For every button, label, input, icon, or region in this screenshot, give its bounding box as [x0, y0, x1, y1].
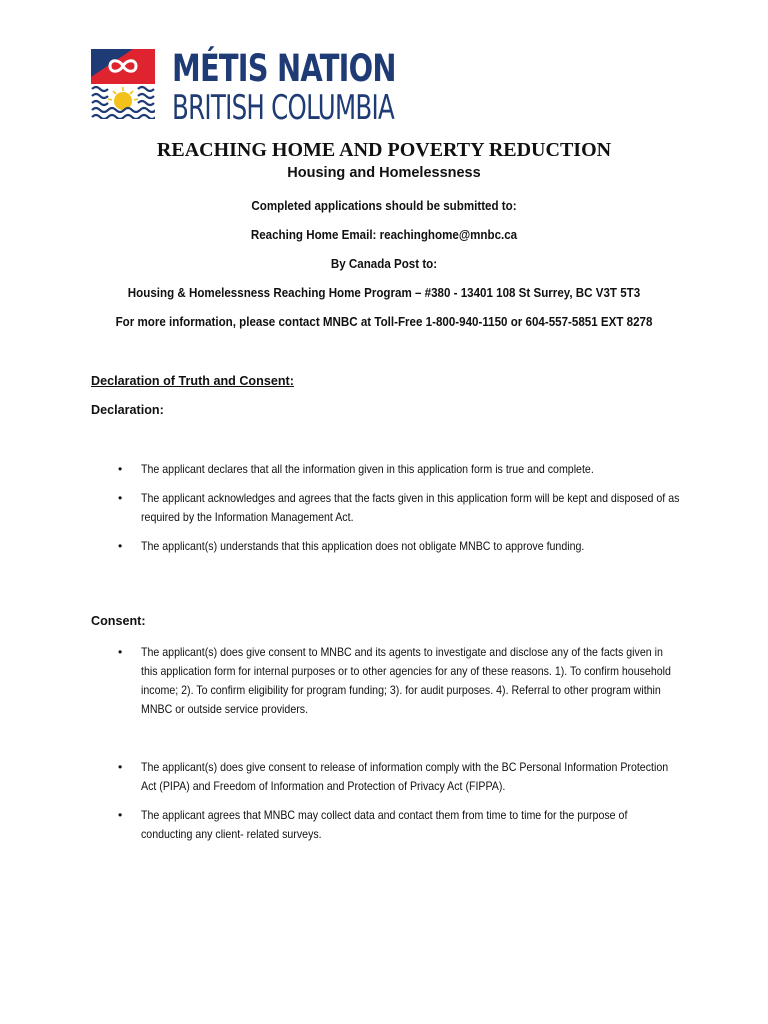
list-item	[118, 537, 698, 556]
document-subtitle: Housing and Homelessness	[287, 165, 481, 181]
org-name	[172, 47, 480, 128]
consent-item-text: The applicant(s) does give consent to MNBC and its agents to investigate and disclose any of the facts given in this application form for internal purposes or to other agencies for any of these reasons. 1). To confirm household income; 2). To confirm eligibility for program funding; 3). for audit purposes. 4). Referral to other program within MNBC or outside service providers.	[141, 645, 671, 716]
declaration-heading: Declaration:	[91, 403, 164, 417]
sun-icon	[108, 87, 138, 110]
consent-item-text: The applicant agrees that MNBC may collect data and contact them from time to time for the purpose of conducting any client- related surveys.	[141, 808, 628, 841]
declaration-item-text: The applicant acknowledges and agrees that the facts given in this application form will be kept and disposed of as required by the Information Management Act.	[141, 491, 680, 524]
declaration-section-heading: Declaration of Truth and Consent:	[91, 374, 294, 388]
bullet-icon: •	[118, 808, 123, 822]
declaration-item-text: The applicant declares that all the information given in this application form is true and complete.	[141, 462, 594, 476]
bullet-icon: •	[118, 539, 123, 553]
list-item	[118, 806, 698, 844]
post-heading: By Canada Post to:	[330, 257, 438, 271]
org-name-line1: MÉTIS NATION	[172, 47, 396, 90]
declaration-list	[118, 460, 698, 556]
email-line: Reaching Home Email: reachinghome@mnbc.ca	[250, 228, 518, 242]
consent-item-text: The applicant(s) does give consent to release of information comply with the BC Personal Information Protection Act (PIPA) and Freedom of Information and Protection of Privacy Act (FIPPA).	[141, 760, 669, 793]
list-item	[118, 460, 698, 479]
address-line: Housing & Homelessness Reaching Home Program – #380 - 13401 108 St Surrey, BC V3T 5T3	[127, 286, 641, 300]
list-item	[118, 643, 698, 719]
bullet-icon: •	[118, 491, 123, 505]
org-logo	[91, 47, 480, 128]
submission-intro: Completed applications should be submitted to:	[251, 199, 517, 213]
flag-emblem	[91, 49, 155, 119]
declaration-item-text: The applicant(s) understands that this application does not obligate MNBC to approve funding.	[141, 539, 585, 553]
consent-heading: Consent:	[91, 614, 146, 628]
list-item	[118, 489, 698, 527]
document-title: REACHING HOME AND POVERTY REDUCTION	[156, 139, 612, 161]
consent-list	[118, 643, 698, 844]
bullet-icon: •	[118, 645, 123, 659]
contact-line: For more information, please contact MNBC at Toll-Free 1-800-940-1150 or 604-557-5851 EXT 8278	[115, 315, 653, 329]
list-item	[118, 758, 698, 796]
bullet-icon: •	[118, 462, 123, 476]
bullet-icon: •	[118, 760, 123, 774]
org-name-line2: BRITISH COLUMBIA	[172, 88, 394, 128]
